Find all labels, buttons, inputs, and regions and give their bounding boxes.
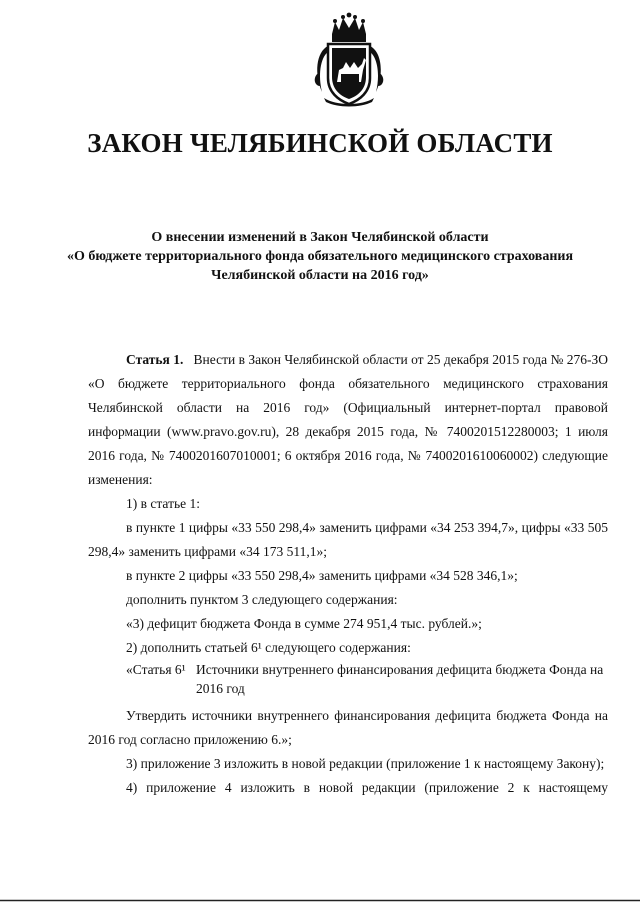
law-title: ЗАКОН ЧЕЛЯБИНСКОЙ ОБЛАСТИ	[87, 128, 553, 158]
subtitle-line: «О бюджете территориального фонда обязательного медицинского страхования	[66, 249, 574, 264]
chelyabinsk-coat-of-arms-icon	[310, 12, 388, 108]
approve-paragraph: Утвердить источники внутреннего финансирования дефицита бюджета Фонда на 2016 год согласно приложению 6.»;	[88, 708, 608, 747]
article-1-body	[88, 348, 608, 800]
article-6-1-title: Источники внутреннего финансирования дефицита бюджета Фонда на 2016 год	[196, 662, 604, 696]
list-item: 1) в статье 1:	[126, 496, 200, 511]
list-item: 2) дополнить статьей 6¹ следующего содержания:	[126, 640, 411, 655]
list-item: 4) приложение 4 изложить в новой редакции (приложение 2 к настоящему	[126, 780, 608, 795]
article-1-intro-text: Внести в Закон Челябинской области от 25 декабря 2015 года № 276-ЗО «О бюджете территориального фонда обязательного медицинского страхования Челябинской области на 2016 год» (Официальный интернет-портал правовой информации (www.pravo.gov.ru), 28 декабря 2015 года, № 7400201512280003; 1 июля 2016 года, № 7400201607010001; 6 октября 2016 года, № 7400201610060002) следующие изменения:	[88, 352, 609, 487]
list-item: в пункте 1 цифры «33 550 298,4» заменить цифрами «34 253 394,7», цифры «33 505 298,4» заменить цифрами «34 173 511,1»;	[88, 520, 608, 559]
list-item: 3) приложение 3 изложить в новой редакции (приложение 1 к настоящему Закону);	[126, 756, 605, 771]
article-6-1-heading	[126, 660, 608, 698]
article-6-1-label: «Статья 6¹	[126, 662, 186, 677]
list-item: «3) дефицит бюджета Фонда в сумме 274 951,4 тыс. рублей.»;	[126, 616, 482, 631]
law-subtitle	[60, 228, 580, 285]
article-1-intro	[88, 348, 608, 492]
list-item: дополнить пунктом 3 следующего содержания:	[126, 592, 398, 607]
list-item: в пункте 2 цифры «33 550 298,4» заменить цифрами «34 528 346,1»;	[126, 568, 518, 583]
page-bottom-scan-line	[0, 899, 640, 902]
article-1-label: Статья 1.	[126, 352, 184, 367]
subtitle-line: Челябинской области на 2016 год»	[211, 268, 429, 283]
subtitle-line: О внесении изменений в Закон Челябинской области	[151, 230, 489, 245]
